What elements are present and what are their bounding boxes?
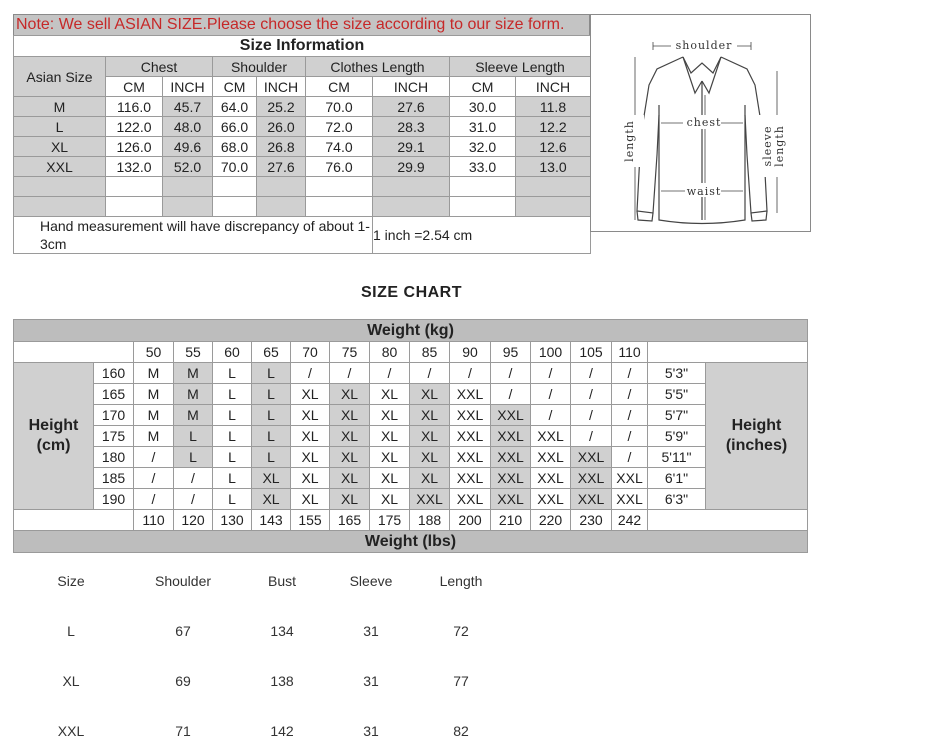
recommended-size-cell: / bbox=[571, 363, 612, 384]
height-cm-value: 180 bbox=[94, 447, 134, 468]
weight-kg-value: 100 bbox=[531, 342, 571, 363]
unit-header: INCH bbox=[516, 77, 591, 97]
recommended-size-cell: / bbox=[450, 363, 491, 384]
measurement-header: Shoulder bbox=[154, 573, 212, 589]
size-info-value: 122.0 bbox=[106, 117, 163, 137]
shirt-outline bbox=[637, 57, 767, 224]
recommended-size-cell: XXL bbox=[571, 468, 612, 489]
recommended-size-cell: / bbox=[134, 447, 174, 468]
size-info-value: 52.0 bbox=[163, 157, 213, 177]
recommended-size-cell: XL bbox=[410, 426, 450, 447]
recommended-size-cell: XL bbox=[370, 426, 410, 447]
recommended-size-cell: M bbox=[174, 405, 213, 426]
size-info-value: 68.0 bbox=[213, 137, 257, 157]
recommended-size-cell: / bbox=[612, 363, 648, 384]
recommended-size-cell: / bbox=[134, 468, 174, 489]
recommended-size-cell: L bbox=[213, 447, 252, 468]
measurement-discrepancy-note: Hand measurement will have discrepancy of about 1-3cm bbox=[14, 217, 373, 254]
weight-lbs-value: 188 bbox=[410, 510, 450, 531]
unit-header: CM bbox=[306, 77, 373, 97]
size-info-row bbox=[14, 117, 591, 137]
measurement-value: 31 bbox=[363, 673, 379, 689]
recommended-size-cell: XXL bbox=[531, 426, 571, 447]
recommended-size-cell: L bbox=[174, 426, 213, 447]
recommended-size-cell: XL bbox=[330, 468, 370, 489]
recommended-size-cell: XXL bbox=[531, 489, 571, 510]
asian-size-notice: Note: We sell ASIAN SIZE.Please choose the size according to our size form. bbox=[13, 14, 590, 35]
weight-lbs-value: 120 bbox=[174, 510, 213, 531]
recommended-size-cell: XL bbox=[410, 468, 450, 489]
unit-header: CM bbox=[450, 77, 516, 97]
recommended-size-cell: L bbox=[252, 426, 291, 447]
size-info-value: 126.0 bbox=[106, 137, 163, 157]
size-chart-row bbox=[14, 489, 808, 510]
recommended-size-cell: XXL bbox=[491, 426, 531, 447]
weight-lbs-value: 242 bbox=[612, 510, 648, 531]
height-inches-value: 5'3" bbox=[648, 363, 706, 384]
size-info-size: L bbox=[14, 117, 106, 137]
weight-kg-value: 60 bbox=[213, 342, 252, 363]
weight-kg-value: 55 bbox=[174, 342, 213, 363]
recommended-size-cell: XXL bbox=[450, 447, 491, 468]
recommended-size-cell: XXL bbox=[491, 468, 531, 489]
waist-label: waist bbox=[686, 185, 722, 198]
recommended-size-cell: XXL bbox=[491, 447, 531, 468]
weight-kg-value: 95 bbox=[491, 342, 531, 363]
recommended-size-cell: / bbox=[612, 447, 648, 468]
height-cm-value: 175 bbox=[94, 426, 134, 447]
recommended-size-cell: XL bbox=[330, 384, 370, 405]
size-info-value: 27.6 bbox=[373, 97, 450, 117]
recommended-size-cell: L bbox=[252, 447, 291, 468]
size-chart-row bbox=[14, 363, 808, 384]
recommended-size-cell: XL bbox=[252, 489, 291, 510]
size-info-row bbox=[14, 97, 591, 117]
size-info-value: 31.0 bbox=[450, 117, 516, 137]
height-inches-value: 5'11" bbox=[648, 447, 706, 468]
size-chart-row bbox=[14, 447, 808, 468]
sleeve-length-header: Sleeve Length bbox=[450, 57, 591, 77]
height-cm-value: 190 bbox=[94, 489, 134, 510]
recommended-size-cell: XXL bbox=[450, 426, 491, 447]
height-cm-value: 170 bbox=[94, 405, 134, 426]
recommended-size-cell: / bbox=[612, 384, 648, 405]
size-info-value: 29.9 bbox=[373, 157, 450, 177]
recommended-size-cell: XXL bbox=[612, 468, 648, 489]
weight-kg-value: 110 bbox=[612, 342, 648, 363]
size-information-title: Size Information bbox=[14, 36, 591, 57]
size-info-size: XL bbox=[14, 137, 106, 157]
measurement-value: L bbox=[67, 623, 75, 639]
size-info-value: 12.2 bbox=[516, 117, 591, 137]
recommended-size-cell: XL bbox=[291, 426, 330, 447]
recommended-size-cell: / bbox=[491, 384, 531, 405]
recommended-size-cell: XL bbox=[252, 468, 291, 489]
measurement-value: 31 bbox=[363, 623, 379, 639]
measurement-header: Bust bbox=[267, 573, 297, 589]
size-info-value: 70.0 bbox=[306, 97, 373, 117]
unit-header: INCH bbox=[257, 77, 306, 97]
recommended-size-cell: / bbox=[410, 363, 450, 384]
measurement-value: 82 bbox=[453, 723, 469, 739]
height-inches-value: 5'9" bbox=[648, 426, 706, 447]
inch-conversion-note: 1 inch =2.54 cm bbox=[373, 217, 591, 254]
unit-header: INCH bbox=[163, 77, 213, 97]
size-info-value: 70.0 bbox=[213, 157, 257, 177]
size-chart-row bbox=[14, 405, 808, 426]
weight-kg-value: 70 bbox=[291, 342, 330, 363]
weight-kg-value: 75 bbox=[330, 342, 370, 363]
recommended-size-cell: XXL bbox=[410, 489, 450, 510]
recommended-size-cell: XXL bbox=[450, 468, 491, 489]
size-info-value: 64.0 bbox=[213, 97, 257, 117]
size-info-value: 74.0 bbox=[306, 137, 373, 157]
chest-header: Chest bbox=[106, 57, 213, 77]
recommended-size-cell: XL bbox=[370, 384, 410, 405]
sleeve-length-label: length bbox=[773, 125, 786, 167]
shoulder-label: shoulder bbox=[675, 39, 733, 52]
recommended-size-cell: L bbox=[252, 384, 291, 405]
size-info-value: 13.0 bbox=[516, 157, 591, 177]
size-info-value: 49.6 bbox=[163, 137, 213, 157]
size-info-size: M bbox=[14, 97, 106, 117]
weight-kg-header: Weight (kg) bbox=[14, 320, 808, 342]
shirt-measurement-diagram bbox=[590, 14, 811, 232]
recommended-size-cell: XL bbox=[370, 468, 410, 489]
recommended-size-cell: / bbox=[612, 405, 648, 426]
weight-kg-value: 80 bbox=[370, 342, 410, 363]
recommended-size-cell: XL bbox=[291, 468, 330, 489]
recommended-size-cell: XL bbox=[410, 447, 450, 468]
size-info-value: 76.0 bbox=[306, 157, 373, 177]
size-info-value: 33.0 bbox=[450, 157, 516, 177]
weight-lbs-value: 165 bbox=[330, 510, 370, 531]
recommended-size-cell: L bbox=[213, 468, 252, 489]
measurement-value: 72 bbox=[453, 623, 469, 639]
measurement-header: Sleeve bbox=[349, 573, 393, 589]
recommended-size-cell: XXL bbox=[450, 489, 491, 510]
recommended-size-cell: XXL bbox=[491, 489, 531, 510]
recommended-size-cell: XL bbox=[330, 489, 370, 510]
recommended-size-cell: XL bbox=[291, 384, 330, 405]
recommended-size-cell: / bbox=[291, 363, 330, 384]
weight-kg-value: 50 bbox=[134, 342, 174, 363]
recommended-size-cell: XL bbox=[291, 447, 330, 468]
recommended-size-cell: XXL bbox=[612, 489, 648, 510]
recommended-size-cell: / bbox=[531, 405, 571, 426]
recommended-size-cell: L bbox=[252, 363, 291, 384]
recommended-size-cell: M bbox=[174, 384, 213, 405]
recommended-size-cell: XL bbox=[291, 489, 330, 510]
recommended-size-cell: / bbox=[571, 426, 612, 447]
measurement-value: XL bbox=[62, 673, 80, 689]
recommended-size-cell: M bbox=[134, 405, 174, 426]
weight-lbs-value: 230 bbox=[571, 510, 612, 531]
recommended-size-cell: L bbox=[252, 405, 291, 426]
size-info-row bbox=[14, 137, 591, 157]
size-info-value: 45.7 bbox=[163, 97, 213, 117]
weight-lbs-value: 130 bbox=[213, 510, 252, 531]
recommended-size-cell: XXL bbox=[531, 468, 571, 489]
weight-lbs-value: 210 bbox=[491, 510, 531, 531]
recommended-size-cell: / bbox=[134, 489, 174, 510]
height-inches-value: 5'7" bbox=[648, 405, 706, 426]
recommended-size-cell: XL bbox=[330, 426, 370, 447]
weight-lbs-value: 143 bbox=[252, 510, 291, 531]
size-chart-row bbox=[14, 468, 808, 489]
measurement-value: XXL bbox=[57, 723, 85, 739]
recommended-size-cell: XXL bbox=[491, 405, 531, 426]
size-chart-table bbox=[13, 319, 808, 553]
recommended-size-cell: XL bbox=[291, 405, 330, 426]
size-info-value: 66.0 bbox=[213, 117, 257, 137]
recommended-size-cell: M bbox=[134, 426, 174, 447]
recommended-size-cell: L bbox=[213, 426, 252, 447]
size-info-size: XXL bbox=[14, 157, 106, 177]
size-chart bbox=[13, 319, 808, 553]
size-info-value: 72.0 bbox=[306, 117, 373, 137]
size-info-value: 132.0 bbox=[106, 157, 163, 177]
size-info-value: 25.2 bbox=[257, 97, 306, 117]
size-info-value: 11.8 bbox=[516, 97, 591, 117]
recommended-size-cell: / bbox=[330, 363, 370, 384]
recommended-size-cell: L bbox=[213, 363, 252, 384]
weight-kg-value: 85 bbox=[410, 342, 450, 363]
measurement-value: 71 bbox=[175, 723, 191, 739]
size-info-value: 27.6 bbox=[257, 157, 306, 177]
weight-lbs-value: 175 bbox=[370, 510, 410, 531]
recommended-size-cell: / bbox=[571, 384, 612, 405]
clothes-length-header: Clothes Length bbox=[306, 57, 450, 77]
recommended-size-cell: M bbox=[134, 363, 174, 384]
measurement-header: Length bbox=[439, 573, 483, 589]
recommended-size-cell: XL bbox=[370, 405, 410, 426]
weight-lbs-value: 110 bbox=[134, 510, 174, 531]
size-info-value: 28.3 bbox=[373, 117, 450, 137]
recommended-size-cell: XL bbox=[370, 447, 410, 468]
height-inches-value: 5'5" bbox=[648, 384, 706, 405]
recommended-size-cell: L bbox=[174, 447, 213, 468]
recommended-size-cell: / bbox=[174, 468, 213, 489]
shirt-illustration bbox=[591, 15, 810, 231]
weight-lbs-value: 200 bbox=[450, 510, 491, 531]
weight-kg-value: 90 bbox=[450, 342, 491, 363]
size-information-table bbox=[13, 35, 591, 254]
recommended-size-cell: XXL bbox=[571, 489, 612, 510]
recommended-size-cell: / bbox=[370, 363, 410, 384]
weight-lbs-header: Weight (lbs) bbox=[14, 531, 808, 553]
recommended-size-cell: / bbox=[491, 363, 531, 384]
size-info-value: 116.0 bbox=[106, 97, 163, 117]
recommended-size-cell: L bbox=[213, 405, 252, 426]
unit-header: INCH bbox=[373, 77, 450, 97]
measurement-value: 31 bbox=[363, 723, 379, 739]
size-info-value: 12.6 bbox=[516, 137, 591, 157]
size-info-value: 29.1 bbox=[373, 137, 450, 157]
size-info-value: 48.0 bbox=[163, 117, 213, 137]
measurement-value: 142 bbox=[270, 723, 294, 739]
weight-kg-value: 105 bbox=[571, 342, 612, 363]
weight-lbs-value: 155 bbox=[291, 510, 330, 531]
recommended-size-cell: L bbox=[213, 384, 252, 405]
recommended-size-cell: L bbox=[213, 489, 252, 510]
recommended-size-cell: M bbox=[174, 363, 213, 384]
measurement-value: 67 bbox=[175, 623, 191, 639]
height-inches-value: 6'3" bbox=[648, 489, 706, 510]
recommended-size-cell: XXL bbox=[450, 405, 491, 426]
size-info-value: 26.8 bbox=[257, 137, 306, 157]
recommended-size-cell: XXL bbox=[450, 384, 491, 405]
recommended-size-cell: / bbox=[612, 426, 648, 447]
size-information-panel bbox=[13, 14, 590, 254]
recommended-size-cell: XL bbox=[330, 447, 370, 468]
recommended-size-cell: / bbox=[571, 405, 612, 426]
size-info-value: 32.0 bbox=[450, 137, 516, 157]
measurement-value: 77 bbox=[453, 673, 469, 689]
size-info-value: 26.0 bbox=[257, 117, 306, 137]
recommended-size-cell: / bbox=[174, 489, 213, 510]
height-cm-value: 185 bbox=[94, 468, 134, 489]
measurement-value: 69 bbox=[175, 673, 191, 689]
weight-lbs-value: 220 bbox=[531, 510, 571, 531]
recommended-size-cell: M bbox=[134, 384, 174, 405]
asian-size-header: Asian Size bbox=[14, 57, 106, 97]
size-info-row bbox=[14, 157, 591, 177]
height-cm-value: 165 bbox=[94, 384, 134, 405]
measurements-list bbox=[0, 560, 600, 748]
size-chart-title: SIZE CHART bbox=[361, 284, 462, 301]
measurement-value: 134 bbox=[270, 623, 294, 639]
height-cm-label: Height (cm) bbox=[14, 363, 94, 510]
recommended-size-cell: XL bbox=[370, 489, 410, 510]
size-chart-row bbox=[14, 426, 808, 447]
height-cm-value: 160 bbox=[94, 363, 134, 384]
recommended-size-cell: XXL bbox=[571, 447, 612, 468]
recommended-size-cell: XL bbox=[330, 405, 370, 426]
unit-header: CM bbox=[106, 77, 163, 97]
size-info-value: 30.0 bbox=[450, 97, 516, 117]
height-inches-value: 6'1" bbox=[648, 468, 706, 489]
chest-label: chest bbox=[686, 116, 722, 129]
measurement-value: 138 bbox=[270, 673, 294, 689]
recommended-size-cell: / bbox=[531, 384, 571, 405]
recommended-size-cell: / bbox=[531, 363, 571, 384]
shoulder-header: Shoulder bbox=[213, 57, 306, 77]
unit-header: CM bbox=[213, 77, 257, 97]
size-chart-row bbox=[14, 384, 808, 405]
measurement-header: Size bbox=[57, 573, 85, 589]
sleeve-label: sleeve bbox=[761, 125, 774, 167]
recommended-size-cell: XL bbox=[410, 405, 450, 426]
body-length-label: length bbox=[623, 120, 636, 162]
weight-kg-value: 65 bbox=[252, 342, 291, 363]
recommended-size-cell: XL bbox=[410, 384, 450, 405]
recommended-size-cell: XXL bbox=[531, 447, 571, 468]
height-inches-label: Height (inches) bbox=[706, 363, 808, 510]
